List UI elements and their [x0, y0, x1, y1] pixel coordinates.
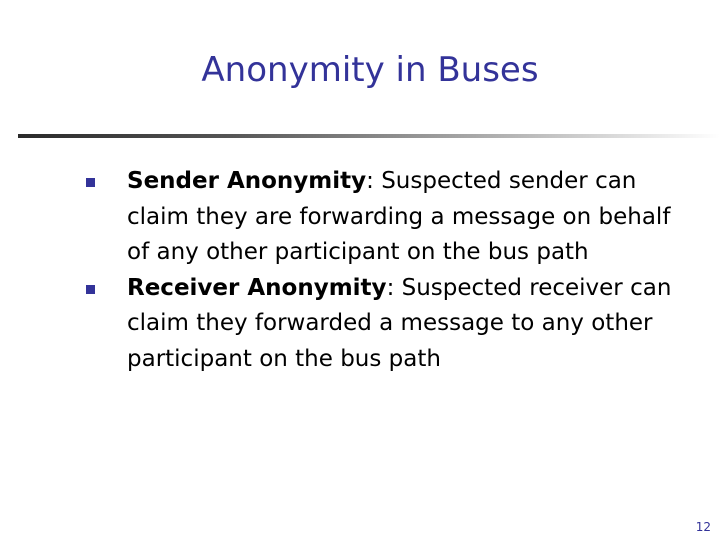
bullet-description: : Suspected sender can claim they are forwarding a message on behalf of any other participant on the bus path: [127, 168, 671, 265]
slide-title: Anonymity in Buses: [201, 50, 539, 90]
bullet-text: [127, 275, 671, 372]
bullet-text: [127, 168, 670, 265]
bullet-list: [0, 164, 720, 377]
title-divider: [18, 134, 720, 138]
bullet-term: Sender Anonymity: [127, 168, 367, 194]
bullet-term: Receiver Anonymity: [127, 274, 387, 301]
square-bullet-icon: [86, 178, 95, 187]
bullet-description: : Suspected receiver can claim they forwarded a message to any other participant on the bus path: [127, 274, 672, 372]
slide-number: 12: [695, 520, 711, 534]
bullet-item-sender-anonymity: [0, 164, 687, 271]
bullet-item-receiver-anonymity: [0, 271, 687, 378]
square-bullet-icon: [86, 285, 95, 294]
